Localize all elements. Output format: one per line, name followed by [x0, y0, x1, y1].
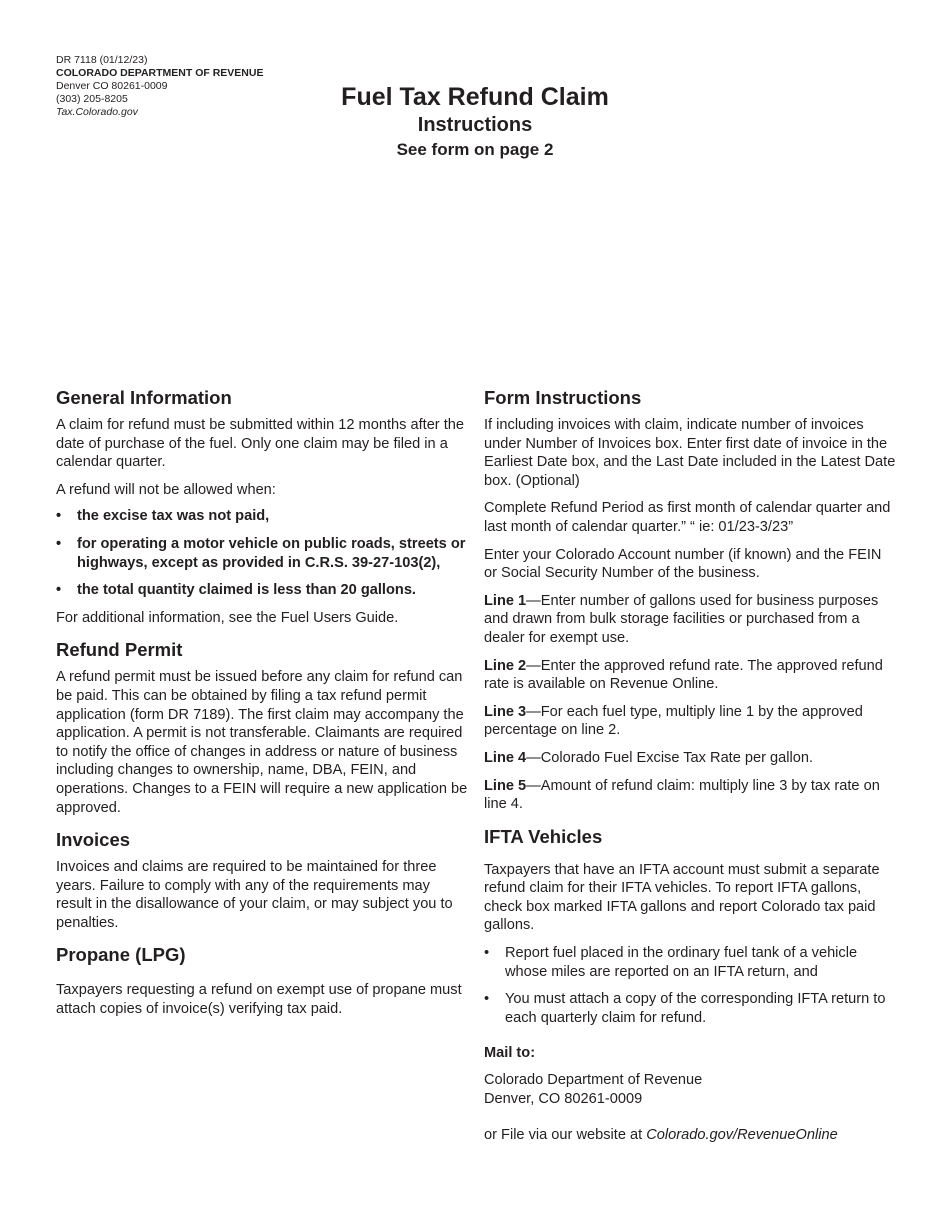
line-label: Line 3	[484, 703, 527, 720]
revenue-online-link[interactable]: Colorado.gov/RevenueOnline	[646, 1127, 838, 1144]
form-instructions-paragraph: If including invoices with claim, indicate number of invoices under Number of Invoices box. Enter first date of invoice in the Earliest Date box, and the Last Date included in the Latest Date box. (Optional)	[484, 417, 896, 489]
left-column	[56, 386, 468, 1019]
refund-denial-list	[56, 507, 468, 599]
line-text: For each fuel type, multiply line 1 by the approved percentage on line 2.	[484, 703, 863, 739]
line-instruction	[484, 703, 896, 740]
list-item	[56, 535, 468, 572]
agency-city: Denver CO 80261-0009	[56, 80, 168, 92]
line-instruction	[484, 777, 896, 814]
mail-address-line: Colorado Department of Revenue	[484, 1072, 703, 1089]
general-paragraph: For additional information, see the Fuel Users Guide.	[56, 609, 399, 626]
list-item-text: for operating a motor vehicle on public roads, streets or highways, except as provided in C.R.S. 39-27-103(2),	[77, 535, 466, 571]
agency-website: Tax.Colorado.gov	[56, 106, 138, 118]
online-filing-text: or File via our website at	[484, 1127, 643, 1144]
dash: —	[526, 592, 541, 609]
page-subtitle: Instructions	[417, 114, 533, 136]
general-paragraph: A claim for refund must be submitted within 12 months after the date of purchase of the fuel. Only one claim may be filed in a calendar quarter.	[56, 417, 465, 471]
invoices-paragraph: Invoices and claims are required to be maintained for three years. Failure to comply with any of the requirements may result in the disallowance of your claim, or may subject you to penalties.	[56, 859, 453, 931]
refund-permit-heading: Refund Permit	[56, 639, 183, 661]
form-number: DR 7118 (01/12/23)	[56, 54, 148, 66]
dash: —	[526, 657, 541, 674]
line-label: Line 2	[484, 657, 527, 674]
line-instruction	[484, 592, 896, 648]
page-note: See form on page 2	[396, 140, 554, 159]
list-item-text: Report fuel placed in the ordinary fuel tank of a vehicle whose miles are reported on an IFTA return, and	[505, 945, 858, 980]
form-instructions-paragraph: Enter your Colorado Account number (if known) and the FEIN or Social Security Number of the business.	[484, 546, 882, 582]
bullet-icon: •	[56, 535, 62, 552]
ifta-list	[484, 944, 896, 1027]
propane-paragraph: Taxpayers requesting a refund on exempt use of propane must attach copies of invoice(s) verifying tax paid.	[56, 982, 462, 1018]
dash: —	[526, 777, 541, 794]
list-item-text: the excise tax was not paid,	[77, 508, 270, 525]
line-text: Enter number of gallons used for business purposes and drawn from bulk storage facilities or purchased from a dealer for exempt use.	[484, 592, 879, 646]
line-label: Line 1	[484, 592, 527, 609]
list-item-text: the total quantity claimed is less than 20 gallons.	[77, 582, 416, 599]
list-item-text: You must attach a copy of the corresponding IFTA return to each quarterly claim for refund.	[505, 991, 886, 1026]
dash: —	[526, 749, 541, 766]
form-instructions-heading: Form Instructions	[484, 387, 642, 408]
right-column	[484, 386, 896, 1145]
line-instruction	[484, 749, 896, 768]
bullet-icon: •	[484, 991, 490, 1008]
refund-permit-paragraph: A refund permit must be issued before any claim for refund can be paid. This can be obtained by filing a tax refund permit application (form DR 7189). The first claim may accompany the application. A permit is not transferable. Claimants are required to notify the office of changes in address or nature of business including changes to ownership, name, DBA, FEIN, and operations. Changes to a FEIN will require a new application be approved.	[56, 669, 468, 816]
bullet-icon: •	[56, 582, 62, 599]
line-instruction	[484, 657, 896, 694]
line-text: Colorado Fuel Excise Tax Rate per gallon.	[540, 749, 814, 766]
ifta-paragraph: Taxpayers that have an IFTA account must submit a separate refund claim for their IFTA vehicles. To report IFTA gallons, check box marked IFTA gallons and report Colorado tax paid gallons.	[484, 861, 880, 934]
ifta-heading: IFTA Vehicles	[484, 825, 603, 847]
form-instructions-paragraph: Complete Refund Period as first month of calendar quarter and last month of calendar quarter.” “ ie: 01/23-3/23”	[484, 500, 891, 535]
mail-address-line: Denver, CO 80261-0009	[484, 1090, 643, 1107]
line-label: Line 4	[484, 749, 527, 766]
bullet-icon: •	[484, 945, 490, 962]
line-text: Amount of refund claim: multiply line 3 by tax rate on line 4.	[484, 777, 880, 813]
dash: —	[526, 703, 541, 720]
propane-heading: Propane (LPG)	[56, 944, 186, 966]
mail-to-label: Mail to:	[484, 1045, 536, 1062]
invoices-heading: Invoices	[56, 829, 131, 851]
online-filing	[484, 1126, 896, 1145]
agency-phone: (303) 205-8205	[56, 93, 128, 105]
general-info-heading: General Information	[56, 387, 232, 408]
line-label: Line 5	[484, 777, 527, 794]
bullet-icon: •	[56, 508, 62, 525]
agency-name: COLORADO DEPARTMENT OF REVENUE	[56, 67, 264, 79]
list-item	[56, 581, 468, 600]
list-item	[484, 990, 896, 1027]
title-block	[0, 82, 950, 161]
line-text: Enter the approved refund rate. The approved refund rate is available on Revenue Online.	[484, 657, 883, 693]
general-paragraph: A refund will not be allowed when:	[56, 481, 276, 498]
list-item	[484, 944, 896, 981]
list-item	[56, 507, 468, 526]
page-title: Fuel Tax Refund Claim	[341, 83, 609, 111]
